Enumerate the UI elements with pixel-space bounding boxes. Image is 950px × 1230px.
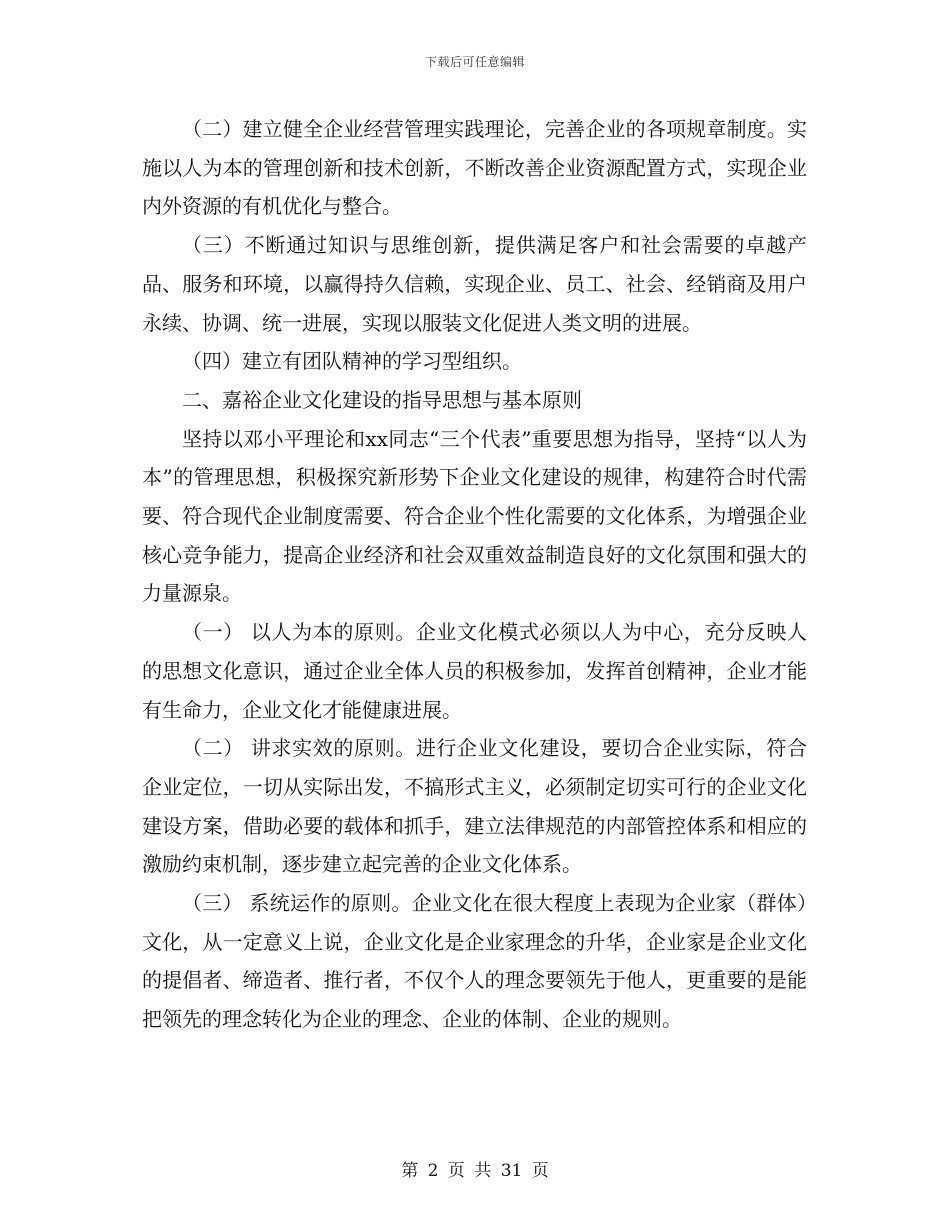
paragraph: （一） 以人为本的原则。企业文化模式必须以人为中心，充分反映人的思想文化意识，通过企业全体人员的积极参加，发挥首创精神，企业才能有生命力，企业文化才能健康进展。 bbox=[142, 620, 807, 722]
document-body bbox=[142, 110, 807, 1039]
paragraph: （二） 讲求实效的原则。进行企业文化建设，要切合企业实际，符合企业定位，一切从实际出发，不搞形式主义，必须制定切实可行的企业文化建设方案，借助必要的载体和抓手，建立法律规范的内部管控体系和相应的激励约束机制，逐步建立起完善的企业文化体系。 bbox=[142, 736, 807, 877]
paragraph: （二）建立健全企业经营管理实践理论，完善企业的各项规章制度。实施以人为本的管理创新和技术创新，不断改善企业资源配置方式，实现企业内外资源的有机优化与整合。 bbox=[142, 117, 807, 219]
paragraph: （三）不断通过知识与思维创新，提供满足客户和社会需要的卓越产品、服务和环境，以赢得持久信赖，实现企业、员工、社会、经销商及用户永续、协调、统一进展，实现以服装文化促进人类文明的进展。 bbox=[142, 233, 807, 335]
page-header: 下载后可任意编辑 bbox=[424, 55, 525, 69]
paragraph: （四）建立有团队精神的学习型组织。 bbox=[182, 349, 522, 374]
paragraph: （三） 系统运作的原则。企业文化在很大程度上表现为企业家（群体）文化，从一定意义上说，企业文化是企业家理念的升华，企业家是企业文化的提倡者、缔造者、推行者，不仅个人的理念要领先于他人，更重要的是能把领先的理念转化为企业的理念、企业的体制、企业的规则。 bbox=[142, 891, 807, 1032]
paragraph: 坚持以邓小平理论和xx同志“三个代表”重要思想为指导，坚持“以人为本”的管理思想，积极探究新形势下企业文化建设的规律，构建符合时代需要、符合现代企业制度需要、符合企业个性化需要的文化体系，为增强企业核心竞争能力，提高企业经济和社会双重效益制造良好的文化氛围和强大的力量源泉。 bbox=[142, 426, 807, 606]
page-footer: 第 2 页 共 31 页 bbox=[401, 1161, 549, 1181]
section-heading: 二、嘉裕企业文化建设的指导思想与基本原则 bbox=[182, 387, 582, 412]
